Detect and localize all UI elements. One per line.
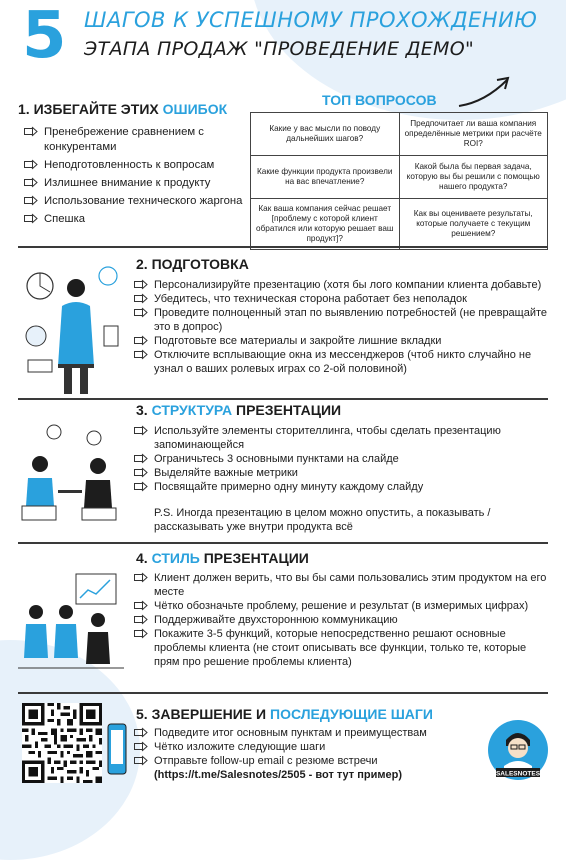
list-item xyxy=(134,452,548,466)
list-item xyxy=(134,627,548,669)
finish-example-link[interactable]: (https://t.me/Salesnotes/2505 - вот тут пример) xyxy=(154,769,403,781)
list-item-text: Подведите итог основным пунктам и преимуществам xyxy=(154,727,427,739)
list-item-text: Поддерживайте двухстороннюю коммуникацию xyxy=(154,614,398,626)
arrow-right-icon xyxy=(134,335,148,346)
list-item-text: Проведите полноценный этап по выявлению потребностей (не превращайте это в допрос) xyxy=(154,307,548,333)
section-divider xyxy=(18,246,548,248)
list-item-text: Отключите всплывающие окна из мессенджеров (чтоб никто случайно не узнал о ваших ролевых играх со 2-ой половиной) xyxy=(154,349,532,375)
list-item-text: Неподготовленность к вопросам xyxy=(44,159,215,171)
finish-title xyxy=(136,706,433,722)
finish-title-prefix: 5. ЗАВЕРШЕНИЕ И xyxy=(136,706,270,722)
list-item-text: Ограничьтесь 3 основными пунктами на слайде xyxy=(154,453,399,465)
list-item-text: Убедитесь, что техническая сторона работает без неполадок xyxy=(154,293,467,305)
table-cell: Какие у вас мысли по поводу дальнейших шагов? xyxy=(251,113,400,156)
arrow-right-icon xyxy=(134,727,148,738)
table-cell: Какой была бы первая задача, которую вы бы решили с помощью нашего продукта? xyxy=(399,156,548,199)
structure-title-highlight: СТРУКТУРА xyxy=(151,402,233,418)
arrow-right-icon xyxy=(24,159,38,170)
list-item xyxy=(134,306,548,334)
list-item xyxy=(134,278,548,292)
header-title-line1: ШАГОВ К УСПЕШНОМУ ПРОХОЖДЕНИЮ xyxy=(84,8,538,32)
list-item xyxy=(134,726,474,740)
list-item xyxy=(24,158,246,173)
arrow-right-icon xyxy=(134,453,148,464)
style-list xyxy=(134,571,548,669)
style-title-suffix: ПРЕЗЕНТАЦИИ xyxy=(199,550,309,566)
list-item-text: Подготовьте все материалы и закройте лишние вкладки xyxy=(154,335,442,347)
list-item-text: Покажите 3-5 функций, которые непосредственно решают основные проблемы клиента (не стоит описывать все функции, только те, которые прям про решение проблемы клиента) xyxy=(154,628,527,668)
arrow-right-icon xyxy=(134,755,148,766)
list-item-text: Персонализируйте презентацию (хотя бы лого компании клиента добавьте) xyxy=(154,279,542,291)
errors-title-highlight: ОШИБОК xyxy=(162,101,228,117)
header-number: 5 xyxy=(22,0,67,73)
list-item-text: Чётко обозначьте проблему, решение и результат (в измеримых цифрах) xyxy=(154,600,529,612)
prep-title: 2. ПОДГОТОВКА xyxy=(136,256,249,272)
list-item xyxy=(134,754,474,768)
arrow-right-icon xyxy=(134,307,148,318)
style-title xyxy=(136,550,309,566)
list-item-text: Отправьте follow-up email с резюме встречи xyxy=(154,755,378,767)
list-item xyxy=(134,348,548,376)
section-divider xyxy=(18,542,548,544)
meeting-illustration xyxy=(14,420,126,530)
phone-illustration xyxy=(104,720,130,780)
arrow-right-icon xyxy=(134,349,148,360)
arrow-right-icon xyxy=(24,126,38,137)
table-row xyxy=(251,156,548,199)
list-item xyxy=(134,334,548,348)
list-item-text: Излишнее внимание к продукту xyxy=(44,177,211,189)
table-row xyxy=(251,113,548,156)
arrow-right-icon xyxy=(134,741,148,752)
structure-ps-note: P.S. Иногда презентацию в целом можно опустить, а показывать / рассказывать уже внутри продукта всё xyxy=(154,507,491,533)
svg-text:SALESNOTES: SALESNOTES xyxy=(495,770,541,778)
section-divider xyxy=(18,692,548,694)
list-item-text: Посвящайте примерно одну минуту каждому слайду xyxy=(154,481,424,493)
arrow-right-icon xyxy=(24,213,38,224)
list-item xyxy=(134,613,548,627)
salesnotes-logo xyxy=(486,718,550,782)
structure-title-prefix: 3. xyxy=(136,402,152,418)
arrow-right-icon xyxy=(134,279,148,290)
list-item xyxy=(134,571,548,599)
finish-title-highlight: ПОСЛЕДУЮЩИЕ ШАГИ xyxy=(270,706,433,722)
top-questions-title: ТОП ВОПРОСОВ xyxy=(322,92,437,108)
arrow-right-icon xyxy=(134,481,148,492)
finish-list xyxy=(134,726,474,768)
list-item-text: Спешка xyxy=(44,213,86,225)
list-item xyxy=(24,125,246,155)
table-cell: Как ваша компания сейчас решает [проблему с которой клиент обратился или которую решает ваш продукт]? xyxy=(251,199,400,250)
arrow-doodle-icon xyxy=(455,72,515,112)
list-item-text: Выделяйте важные метрики xyxy=(154,467,298,479)
list-item-text: Чётко изложите следующие шаги xyxy=(154,741,326,753)
table-cell: Предпочитает ли ваша компания определённые метрики при расчёте ROI? xyxy=(399,113,548,156)
list-item xyxy=(134,292,548,306)
style-title-prefix: 4. xyxy=(136,550,152,566)
header-title-line2: ЭТАПА ПРОДАЖ "ПРОВЕДЕНИЕ ДЕМО" xyxy=(84,38,475,60)
table-row xyxy=(251,199,548,250)
arrow-right-icon xyxy=(134,614,148,625)
section-divider xyxy=(18,398,548,400)
structure-title xyxy=(136,402,341,418)
arrow-right-icon xyxy=(134,293,148,304)
list-item xyxy=(24,194,246,209)
arrow-right-icon xyxy=(134,425,148,436)
style-title-highlight: СТИЛЬ xyxy=(151,550,200,566)
qr-code-icon xyxy=(22,703,102,783)
arrow-right-icon xyxy=(134,467,148,478)
list-item xyxy=(24,212,246,227)
errors-title xyxy=(18,101,227,117)
presenter-illustration xyxy=(18,256,128,396)
list-item xyxy=(134,480,548,494)
errors-title-prefix: 1. ИЗБЕГАЙТЕ ЭТИХ xyxy=(18,101,163,117)
list-item xyxy=(134,599,548,613)
list-item xyxy=(134,466,548,480)
arrow-right-icon xyxy=(134,628,148,639)
list-item-text: Используйте элементы сторителлинга, чтобы сделать презентацию запоминающейся xyxy=(154,425,501,451)
list-item xyxy=(134,740,474,754)
errors-list xyxy=(24,125,246,230)
arrow-right-icon xyxy=(24,177,38,188)
team-illustration xyxy=(14,572,128,672)
top-questions-table xyxy=(250,112,548,250)
list-item xyxy=(134,424,548,452)
list-item-text: Использование технического жаргона xyxy=(44,195,243,207)
arrow-right-icon xyxy=(24,195,38,206)
list-item xyxy=(24,176,246,191)
arrow-right-icon xyxy=(134,572,148,583)
list-item-text: Пренебрежение сравнением с конкурентами xyxy=(44,126,204,153)
table-cell: Какие функции продукта произвели на вас впечатление? xyxy=(251,156,400,199)
arrow-right-icon xyxy=(134,600,148,611)
prep-list xyxy=(134,278,548,376)
list-item-text: Клиент должен верить, что вы бы сами пользовались этим продуктом на его месте xyxy=(154,572,547,598)
table-cell: Как вы оцениваете результаты, которые получаете с текущим решением? xyxy=(399,199,548,250)
structure-list xyxy=(134,424,548,494)
structure-title-suffix: ПРЕЗЕНТАЦИИ xyxy=(232,402,342,418)
